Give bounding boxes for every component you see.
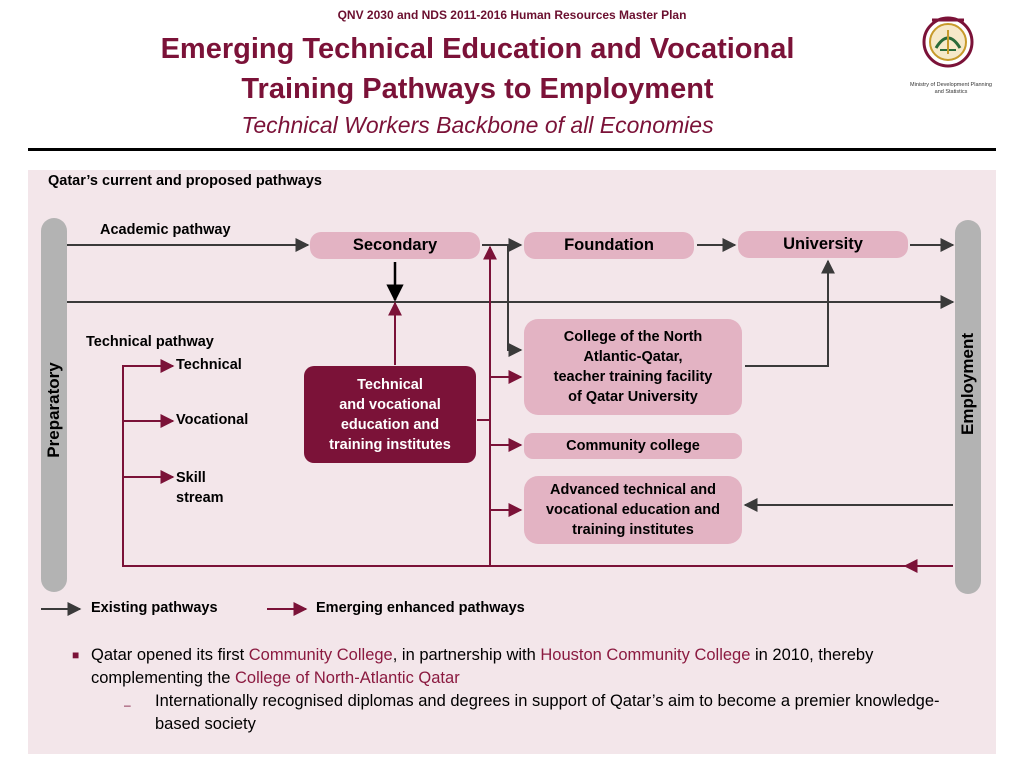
vocational-label: Vocational (176, 412, 249, 428)
link-community-college: Community College (248, 646, 393, 664)
academic-pathway-label: Academic pathway (100, 222, 231, 238)
preparatory-label: Preparatory (44, 362, 63, 458)
employment-label: Employment (958, 332, 977, 436)
secondary-box: Secondary (310, 232, 480, 259)
legend-emerging-label: Emerging enhanced pathways (316, 600, 525, 616)
university-box: University (738, 231, 908, 258)
page-subtitle: Technical Workers Backbone of all Economies (241, 112, 714, 138)
page-title-line1: Emerging Technical Education and Vocational (160, 33, 795, 65)
link-college-north-atlantic: College of North-Atlantic Qatar (235, 669, 460, 687)
legend-existing-label: Existing pathways (91, 600, 218, 616)
skill-stream-bus (123, 366, 905, 566)
technical-pathway-label: Technical pathway (86, 334, 214, 350)
logo-caption: Ministry of Development Planning and Statistics (910, 82, 992, 95)
advanced-tvet-box: Advanced technical and vocational education and training institutes (524, 476, 742, 544)
secondary-cna-arrow (508, 245, 521, 350)
cna-qatar-box: College of the North Atlantic-Qatar, teacher training facility of Qatar University (524, 319, 742, 415)
cna-university-arrow (745, 261, 828, 366)
bullet-1: Qatar opened its first Community College, in partnership with Houston Community College in 2010, thereby complementing the College of North-Atlantic Qatar (91, 646, 874, 687)
link-houston-community-college: Houston Community College (540, 646, 751, 664)
section-title: Qatar’s current and proposed pathways (48, 173, 322, 189)
tvet-institutes-box: Technical and vocational education and training institutes (304, 366, 476, 463)
sub-bullet-dash: – (124, 698, 131, 712)
skill-stream-label: Skill stream (176, 470, 224, 506)
technical-label: Technical (176, 357, 242, 373)
sub-bullet-1: Internationally recognised diplomas and degrees in support of Qatar’s aim to become a premier knowledge-based society (155, 692, 940, 733)
community-college-box: Community college (524, 433, 742, 459)
foundation-box: Foundation (524, 232, 694, 259)
page-title-line2: Training Pathways to Employment (241, 73, 714, 105)
report-series-title: QNV 2030 and NDS 2011-2016 Human Resources Master Plan (337, 8, 687, 22)
bullet-icon: ■ (72, 648, 80, 662)
